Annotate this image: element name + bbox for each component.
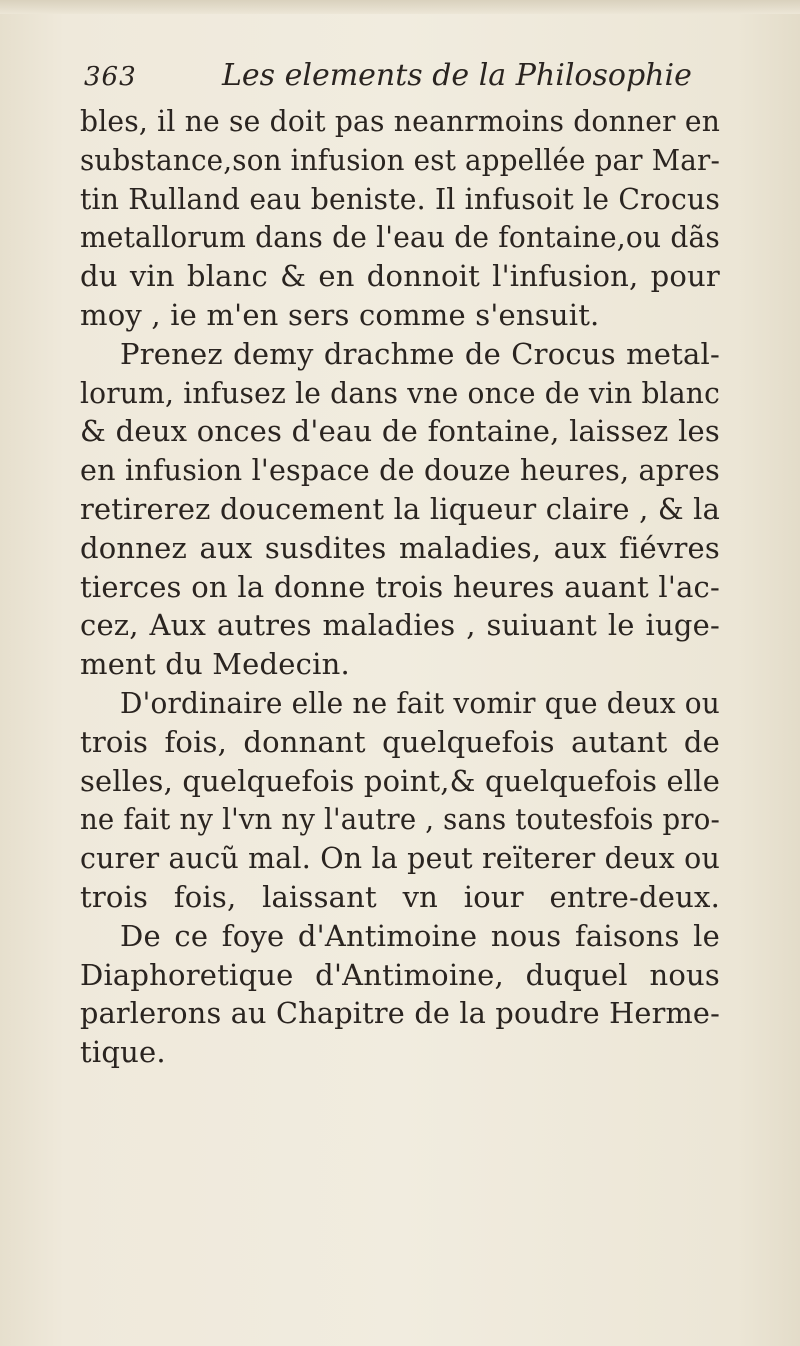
text-line: curer aucũ mal. On la peut reïterer deux ou xyxy=(80,841,720,876)
body-text xyxy=(80,102,720,1072)
text-line: parlerons au Chapitre de la poudre Herme- xyxy=(80,996,720,1031)
page-top-edge xyxy=(0,0,800,14)
text-line: retirerez doucement la liqueur claire , & la xyxy=(80,491,720,526)
text-line: selles, quelquefois point,& quelquefois elle xyxy=(80,763,720,798)
text-line: moy , ie m'en sers comme s'ensuit. xyxy=(80,297,600,332)
text-line: lorum, infusez le dans vne once de vin blanc xyxy=(80,375,720,410)
running-title: Les elements de la Philosophie xyxy=(222,58,692,93)
text-line: De ce foye d'Antimoine nous faisons le xyxy=(120,918,720,953)
text-line: du vin blanc & en donnoit l'infusion, pour xyxy=(80,259,720,294)
text-line: cez, Aux autres maladies , suiuant le iuge- xyxy=(80,608,720,643)
text-line: tin Rulland eau beniste. Il infusoit le Crocus xyxy=(80,181,720,216)
text-line: Diaphoretique d'Antimoine, duquel nous xyxy=(80,957,720,992)
text-line: ment du Medecin. xyxy=(80,647,350,682)
text-line: tique. xyxy=(80,1035,166,1070)
text-line: en infusion l'espace de douze heures, apres xyxy=(80,453,720,488)
text-line: D'ordinaire elle ne fait vomir que deux ou xyxy=(120,685,720,720)
text-line: trois fois, laissant vn iour entre-deux. xyxy=(80,879,720,914)
text-line: & deux onces d'eau de fontaine, laissez les xyxy=(80,414,720,449)
page-number: 363 xyxy=(84,62,137,92)
text-line: donnez aux susdites maladies, aux fiévres xyxy=(80,530,720,565)
text-line: metallorum dans de l'eau de fontaine,ou dãs xyxy=(80,220,720,255)
text-line: ne fait ny l'vn ny l'autre , sans toutesfois pro- xyxy=(80,802,720,837)
text-line: bles, il ne se doit pas neanrmoins donner en xyxy=(80,104,720,138)
page-header xyxy=(82,58,722,98)
text-line: tierces on la donne trois heures auant l'ac- xyxy=(80,569,720,604)
text-line: trois fois, donnant quelquefois autant de xyxy=(80,724,720,759)
text-line: Prenez demy drachme de Crocus metal- xyxy=(120,336,720,371)
text-line: substance,son infusion est appellée par Mar- xyxy=(80,142,720,177)
